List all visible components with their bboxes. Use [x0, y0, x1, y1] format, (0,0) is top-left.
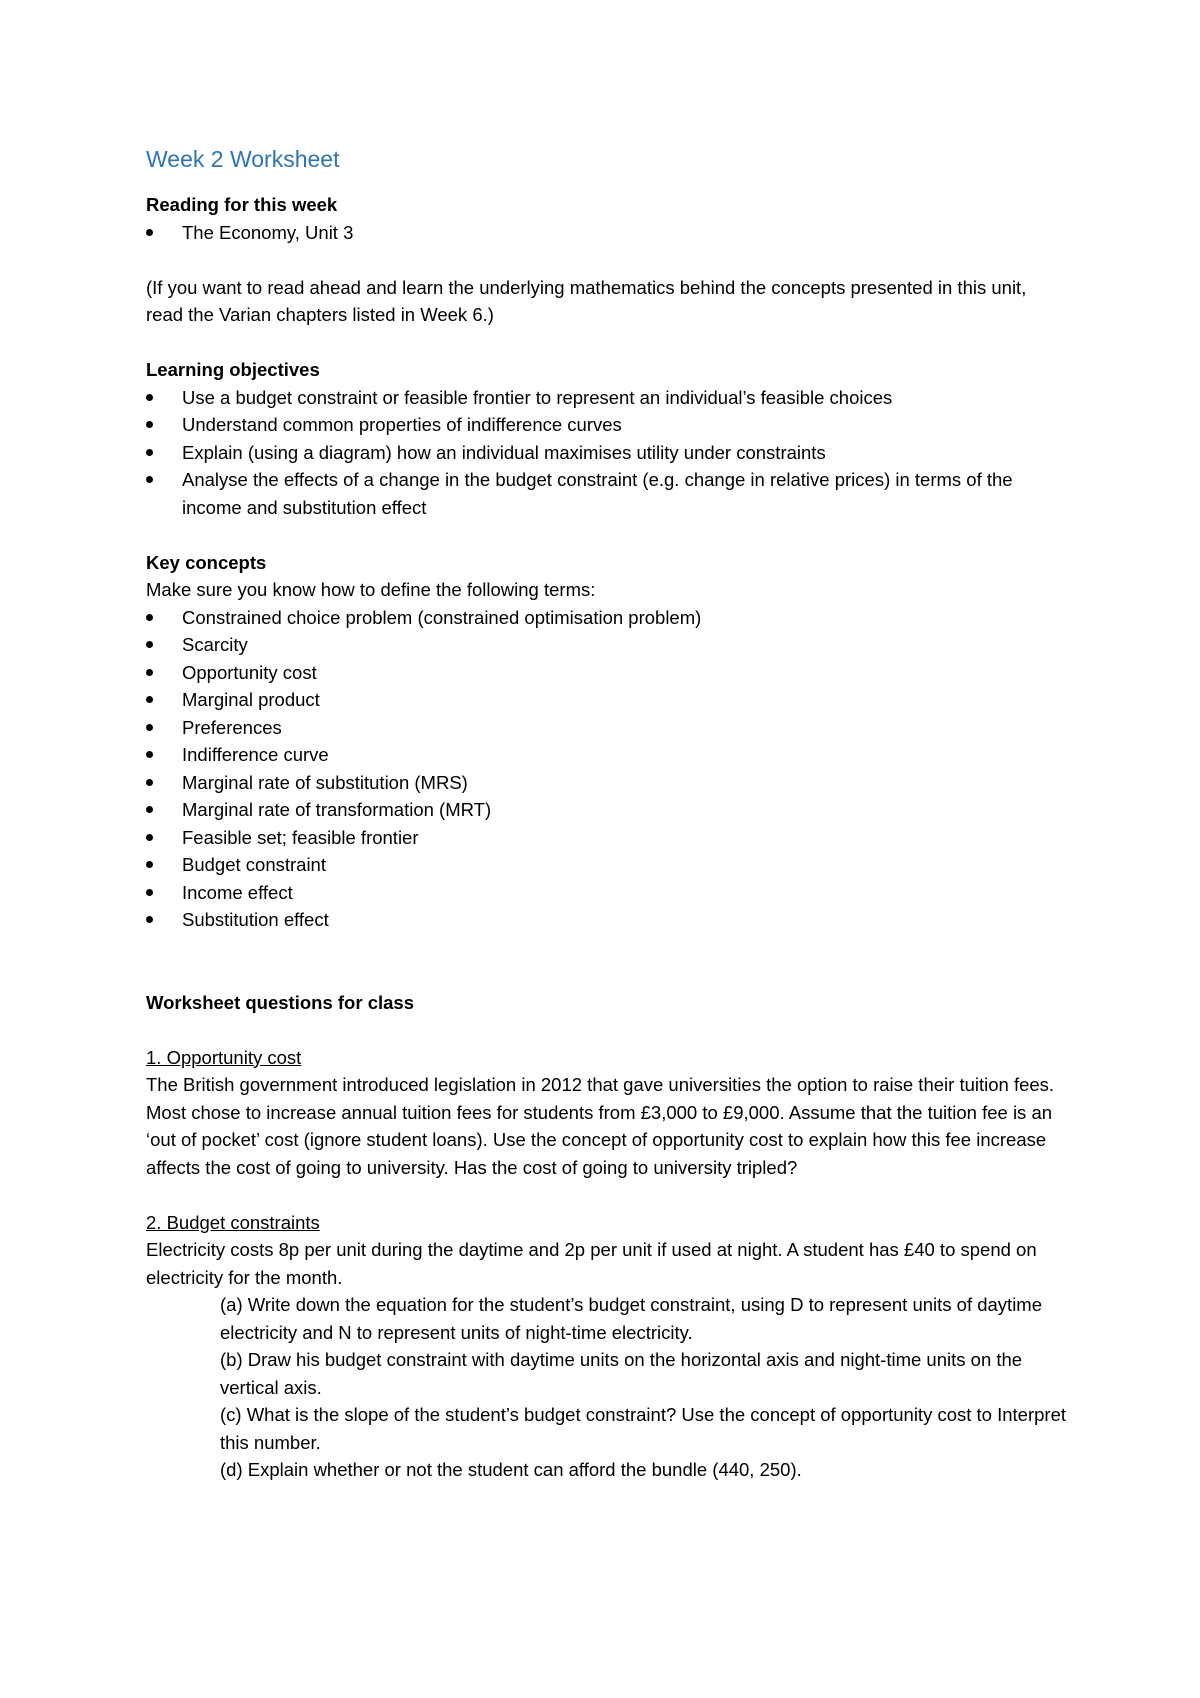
- bullet-icon: [146, 449, 153, 456]
- question-2-body: Electricity costs 8p per unit during the daytime and 2p per unit if used at night. A student has £40 to spend on electricity for the month.: [146, 1239, 1037, 1288]
- list-item: Indifference curve: [146, 741, 1066, 769]
- bullet-icon: [146, 724, 153, 731]
- question-2-title: 2. Budget constraints: [146, 1211, 320, 1233]
- list-item: Opportunity cost: [146, 659, 1066, 687]
- concepts-heading: Key concepts: [146, 551, 267, 573]
- bullet-icon: [146, 806, 153, 813]
- objectives-list: [146, 384, 1066, 522]
- bullet-icon: [146, 669, 153, 676]
- list-item: Scarcity: [146, 631, 1066, 659]
- question-2-part-a: (a) Write down the equation for the student’s budget constraint, using D to represent units of daytime electricity and N to represent units of night-time electricity.: [220, 1294, 1043, 1343]
- question-2-part-c: (c) What is the slope of the student’s budget constraint? Use the concept of opportunity cost to Interpret this number.: [220, 1404, 1066, 1453]
- reading-heading: Reading for this week: [146, 194, 338, 215]
- bullet-icon: [146, 476, 153, 483]
- bullet-icon: [146, 394, 153, 401]
- question-2-part-d: (d) Explain whether or not the student can afford the bundle (440, 250).: [220, 1459, 802, 1480]
- list-item: Marginal rate of substitution (MRS): [146, 769, 1066, 797]
- list-item: Budget constraint: [146, 851, 1066, 879]
- bullet-icon: [146, 421, 153, 428]
- list-item: The Economy, Unit 3: [146, 219, 1066, 247]
- reading-note: (If you want to read ahead and learn the underlying mathematics behind the concepts presented in this unit, read the Varian chapters listed in Week 6.): [146, 276, 1027, 325]
- bullet-icon: [146, 916, 153, 923]
- list-item: Explain (using a diagram) how an individual maximises utility under constraints: [146, 439, 1066, 467]
- list-item: Understand common properties of indifference curves: [146, 411, 1066, 439]
- objectives-heading: Learning objectives: [146, 359, 320, 380]
- bullet-icon: [146, 861, 153, 868]
- bullet-icon: [146, 229, 153, 236]
- concepts-list: [146, 604, 1066, 934]
- list-item: Analyse the effects of a change in the budget constraint (e.g. change in relative prices) in terms of the income and substitution effect: [146, 466, 1066, 521]
- bullet-icon: [146, 779, 153, 786]
- question-2-part-b: (b) Draw his budget constraint with daytime units on the horizontal axis and night-time units on the vertical axis.: [220, 1349, 1023, 1398]
- list-item: Substitution effect: [146, 906, 1066, 934]
- list-item: Use a budget constraint or feasible frontier to represent an individual’s feasible choices: [146, 384, 1066, 412]
- list-item: Feasible set; feasible frontier: [146, 824, 1066, 852]
- reading-list: [146, 219, 1066, 247]
- bullet-icon: [146, 834, 153, 841]
- bullet-icon: [146, 751, 153, 758]
- list-item: Preferences: [146, 714, 1066, 742]
- bullet-icon: [146, 641, 153, 648]
- list-item: Income effect: [146, 879, 1066, 907]
- worksheet-heading: Worksheet questions for class: [146, 991, 414, 1013]
- page-title: Week 2 Worksheet: [146, 146, 340, 172]
- bullet-icon: [146, 614, 153, 621]
- question-1-body: The British government introduced legislation in 2012 that gave universities the option to raise their tuition fees. Most chose to increase annual tuition fees for students from £3,000 to £9,000. Assume that the tuition fee is an ‘out of pocket’ cost (ignore student loans). Use the concept of opportunity cost to explain how this fee increase affects the cost of going to university. Has the cost of going to university tripled?: [146, 1074, 1055, 1178]
- bullet-icon: [146, 889, 153, 896]
- worksheet-page: [146, 142, 1066, 1484]
- concepts-intro: Make sure you know how to define the following terms:: [146, 579, 596, 600]
- list-item: Marginal rate of transformation (MRT): [146, 796, 1066, 824]
- bullet-icon: [146, 696, 153, 703]
- question-1-title: 1. Opportunity cost: [146, 1046, 302, 1068]
- list-item: Constrained choice problem (constrained optimisation problem): [146, 604, 1066, 632]
- list-item: Marginal product: [146, 686, 1066, 714]
